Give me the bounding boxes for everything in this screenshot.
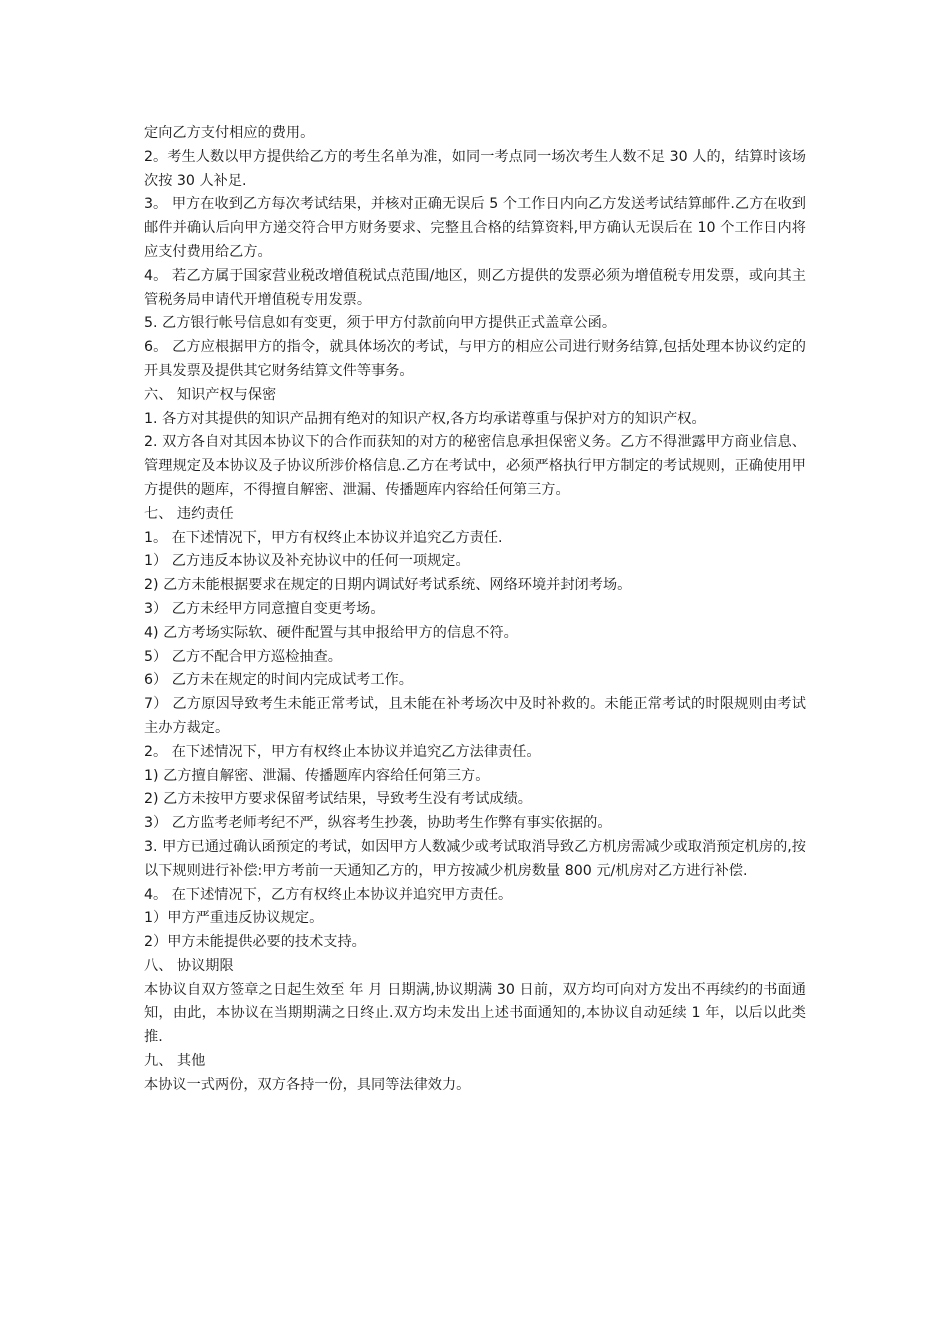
paragraph-5-4-invoice: 4。 若乙方属于国家营业税改增值税试点范围/地区，则乙方提供的发票必须为增值税专用发票，或向其主管税务局申请代开增值税专用发票。: [144, 267, 806, 308]
paragraph-7-2-legal-liability: 2。 在下述情况下，甲方有权终止本协议并追究乙方法律责任。: [144, 743, 541, 760]
section-heading-6-ip-confidentiality: 六、 知识产权与保密: [144, 386, 277, 403]
paragraph-7-4-party-b-termination: 4。 在下述情况下，乙方有权终止本协议并追究甲方责任。: [144, 886, 513, 903]
paragraph-5-5-bank-account: 5. 乙方银行帐号信息如有变更，须于甲方付款前向甲方提供正式盖章公函。: [144, 315, 617, 332]
paragraph-9-copies: 本协议一式两份，双方各持一份，具同等法律效力。: [144, 1076, 471, 1093]
list-item-7-2-3: 3） 乙方监考老师考纪不严，纵容考生抄袭，协助考生作弊有事实依据的。: [144, 815, 612, 832]
list-item-7-1-7: 7） 乙方原因导致考生未能正常考试，且未能在补考场次中及时补救的。未能正常考试的时限规则由考试主办方裁定。: [144, 696, 806, 736]
paragraph-8-term: 本协议自双方签章之日起生效至 年 月 日期满,协议期满 30 日前，双方均可向对方发出不再续约的书面通知，由此，本协议在当期期满之日终止.双方均未发出上述书面通知的,本协议自动延续 1 年，以后以此类推.: [144, 981, 806, 1046]
list-item-7-1-3: 3） 乙方未经甲方同意擅自变更考场。: [144, 600, 385, 617]
list-item-7-1-5: 5） 乙方不配合甲方巡检抽查。: [144, 648, 342, 665]
list-item-7-1-1: 1） 乙方违反本协议及补充协议中的任何一项规定。: [144, 553, 470, 570]
list-item-7-2-2: 2) 乙方未按甲方要求保留考试结果，导致考生没有考试成绩。: [144, 791, 532, 808]
paragraph-5-2-examinee-count: 2。考生人数以甲方提供给乙方的考生名单为准，如同一考点同一场次考生人数不足 30 人的，结算时该场次按 30 人补足.: [144, 148, 806, 189]
list-item-7-4-1: 1）甲方严重违反协议规定。: [144, 910, 324, 927]
list-item-7-4-2: 2）甲方未能提供必要的技术支持。: [144, 934, 366, 951]
list-item-7-1-2: 2) 乙方未能根据要求在规定的日期内调试好考试系统、网络环境并封闭考场。: [144, 577, 632, 594]
paragraph-7-3-compensation: 3. 甲方已通过确认函预定的考试，如因甲方人数减少或考试取消导致乙方机房需减少或取消预定机房的,按以下规则进行补偿:甲方考前一天通知乙方的，甲方按减少机房数量 800 元/机房对乙方进行补偿.: [144, 838, 806, 879]
paragraph-7-1-party-a-termination: 1。 在下述情况下，甲方有权终止本协议并追究乙方责任.: [144, 529, 503, 546]
paragraph-6-2-confidentiality: 2. 双方各自对其因本协议下的合作而获知的对方的秘密信息承担保密义务。乙方不得泄露甲方商业信息、管理规定及本协议及子协议所涉价格信息.乙方在考试中，必须严格执行甲方制定的考试规则，正确使用甲方提供的题库，不得擅自解密、泄漏、传播题库内容给任何第三方。: [144, 434, 806, 498]
section-heading-7-liability: 七、 违约责任: [144, 505, 234, 522]
list-item-7-2-1: 1) 乙方擅自解密、泄漏、传播题库内容给任何第三方。: [144, 767, 490, 784]
section-heading-8-term: 八、 协议期限: [144, 957, 234, 974]
list-item-7-1-4: 4) 乙方考场实际软、硬件配置与其申报给甲方的信息不符。: [144, 624, 518, 641]
section-heading-9-other: 九、 其他: [144, 1053, 206, 1070]
paragraph-fee-payment-cont: 定向乙方支付相应的费用。: [144, 125, 315, 141]
document-body: [144, 122, 806, 1098]
list-item-7-1-6: 6） 乙方未在规定的时间内完成试考工作。: [144, 672, 413, 689]
paragraph-5-3-settlement: 3。 甲方在收到乙方每次考试结果，并核对正确无误后 5 个工作日内向乙方发送考试结算邮件.乙方在收到邮件并确认后向甲方递交符合甲方财务要求、完整且合格的结算资料,甲方确认无误后在 10 个工作日内将应支付费用给乙方。: [144, 196, 806, 260]
paragraph-5-6-financial-settlement: 6。 乙方应根据甲方的指令，就具体场次的考试，与甲方的相应公司进行财务结算,包括处理本协议约定的开具发票及提供其它财务结算文件等事务。: [144, 339, 806, 379]
paragraph-6-1-ip: 1. 各方对其提供的知识产品拥有绝对的知识产权,各方均承诺尊重与保护对方的知识产权。: [144, 410, 706, 427]
